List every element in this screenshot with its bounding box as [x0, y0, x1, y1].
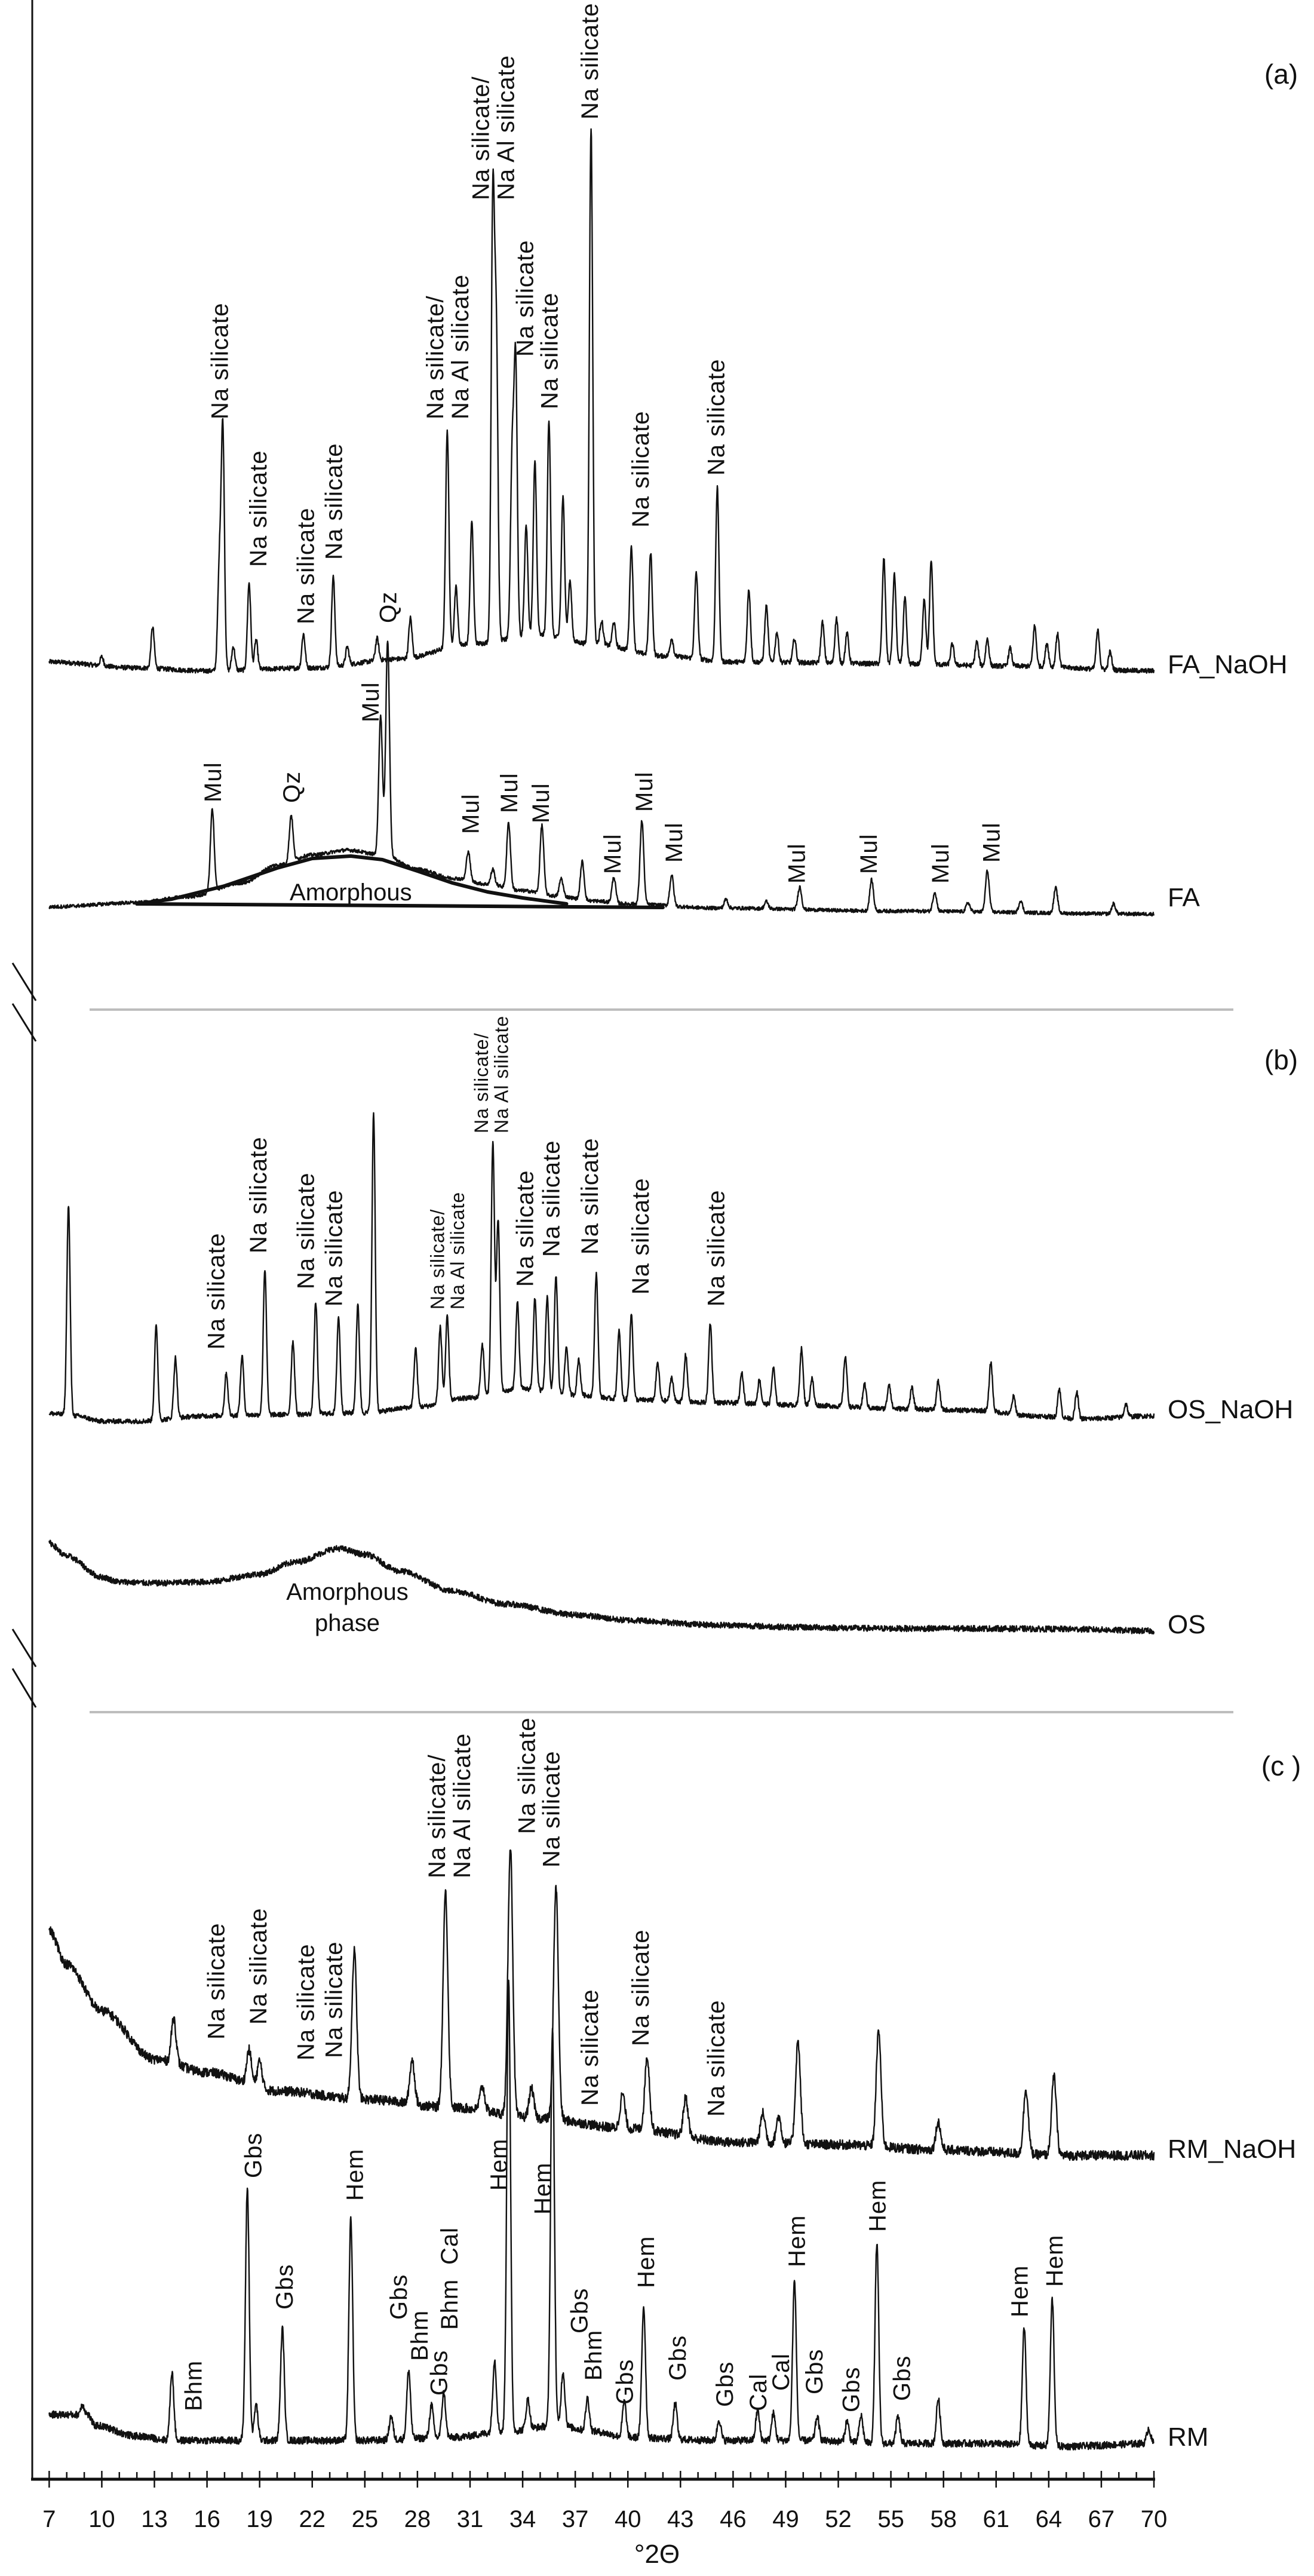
peak-label-line: Na silicate: [577, 1137, 603, 1255]
peak-label: [784, 2215, 810, 2267]
peak-label: [577, 1989, 603, 2106]
peak-label: [426, 2350, 453, 2396]
peak-label: [1042, 2235, 1068, 2287]
patterns: [49, 2, 1296, 2452]
peak-label: [865, 2180, 891, 2232]
peak-label-line: Na Al silicate: [449, 1733, 476, 1878]
peak-label: [245, 1908, 272, 2025]
peak-label: [577, 2, 603, 119]
peak-label-line: Gbs: [612, 2359, 638, 2405]
x-tick-label: 7: [42, 2506, 56, 2532]
peak-label: [375, 591, 401, 623]
peak-label-line: Na silicate: [203, 1232, 230, 1350]
peak-label: [181, 2360, 207, 2411]
peak-label-line: Na silicate: [703, 1189, 730, 1307]
peak-label-line: Na silicate: [512, 240, 539, 357]
peak-label-line: Na silicate: [321, 1189, 348, 1307]
peak-label-line: Hem: [784, 2215, 810, 2267]
peak-label-line: Na silicate: [512, 1170, 539, 1287]
peak-label-line: Hem: [486, 2138, 512, 2191]
peak-label-line: Hem: [1006, 2265, 1033, 2317]
peak-label: [272, 2264, 298, 2310]
peak-label: [538, 1140, 564, 1257]
peak-label-line: Na silicate: [628, 1177, 655, 1295]
peak-label: [512, 240, 538, 357]
peak-label-line: Mul: [496, 772, 523, 813]
peak-label-line: Gbs: [386, 2274, 412, 2320]
peak-label: [703, 358, 729, 476]
x-tick-label: 61: [983, 2506, 1010, 2532]
x-tick-label: 55: [877, 2506, 904, 2532]
peak-label-line: Mul: [199, 762, 226, 802]
peak-label-line: Mul: [661, 822, 687, 863]
x-axis-tick-labels: [42, 2506, 1167, 2532]
x-tick-label: 67: [1088, 2506, 1115, 2532]
peak-label-line: Gbs: [664, 2335, 691, 2381]
peak-label-line: Mul: [928, 843, 954, 884]
peak-label-line: Na silicate: [293, 507, 320, 624]
x-tick-label: 16: [194, 2506, 220, 2532]
x-tick-label: 25: [351, 2506, 379, 2532]
peak-label-line: Na silicate/: [424, 1754, 451, 1878]
panel-labels: [1261, 59, 1301, 1781]
peak-label-line: Cal: [768, 2353, 794, 2391]
peak-label: [245, 1136, 272, 1253]
peak-label-line: Gbs: [272, 2264, 299, 2310]
peak-label: [633, 2236, 659, 2288]
peak-label: [204, 1922, 230, 2040]
peak-label-line: Hem: [864, 2179, 891, 2232]
panel-label: (c ): [1261, 1750, 1301, 1781]
peak-label-line: Na Al silicate: [493, 55, 520, 200]
pattern-fa-naoh: [49, 2, 1287, 679]
peak-label: [928, 844, 954, 884]
peak-label: [342, 2149, 369, 2201]
peak-label: [293, 507, 319, 624]
peak-label: [581, 2330, 607, 2381]
x-tick-label: 46: [720, 2506, 747, 2532]
peak-label-line: Na silicate: [203, 1922, 230, 2040]
peak-label-line: Mul: [458, 793, 484, 834]
peak-label: [566, 2288, 592, 2333]
pattern-fa: [49, 591, 1200, 916]
peak-label: [437, 2279, 463, 2330]
pattern-name-label: RM_NaOH: [1168, 2135, 1297, 2164]
peak-label-line: Na silicate: [577, 2, 603, 119]
peak-label-line: Na silicate/: [468, 76, 495, 200]
peak-label-line: Na silicate: [703, 358, 730, 476]
peak-label: [802, 2349, 828, 2394]
peak-label: [661, 823, 687, 863]
peak-label: [530, 2163, 556, 2215]
peak-label: [514, 1717, 540, 1834]
peak-label: [468, 55, 520, 200]
pattern-name-label: FA: [1168, 883, 1200, 912]
peak-label: [512, 1170, 538, 1287]
peak-label: [600, 834, 626, 874]
peak-label: [665, 2335, 691, 2381]
peak-label-line: Na silicate: [536, 292, 563, 409]
peak-label-line: Mul: [358, 682, 384, 722]
peak-label-line: Na silicate: [321, 1941, 348, 2058]
x-tick-label: 34: [509, 2506, 536, 2532]
peak-label: [628, 1177, 654, 1295]
peak-label: [978, 823, 1005, 863]
diffractogram-trace: [49, 1541, 1154, 1634]
peak-label-line: Na silicate: [628, 1929, 655, 2046]
peak-label-line: Na silicate: [538, 1140, 565, 1257]
peak-label: [1006, 2265, 1033, 2317]
peak-label-line: Qz: [278, 771, 305, 803]
peak-label-line: Mul: [855, 833, 882, 874]
peak-label-line: Na silicate: [293, 1943, 320, 2060]
pattern-os: [49, 1541, 1205, 1640]
peak-label: [528, 783, 554, 823]
peak-label: [496, 773, 523, 813]
peak-label: [628, 410, 654, 528]
x-tick-label: 52: [825, 2506, 852, 2532]
peak-label-line: Bhm: [407, 2310, 434, 2361]
peak-label-line: Bhm: [180, 2360, 207, 2411]
peak-label: [612, 2359, 638, 2405]
peak-label-line: Mul: [600, 833, 627, 874]
pattern-rm-naoh: [49, 1717, 1296, 2164]
peak-label: [200, 762, 226, 802]
peak-label: [293, 1172, 319, 1289]
pattern-rm: [49, 1980, 1208, 2452]
peak-label: [856, 834, 882, 874]
peak-label-line: Hem: [342, 2148, 369, 2201]
panel-label: (a): [1264, 59, 1298, 90]
peak-label: [486, 2139, 512, 2191]
peak-label-line: Gbs: [426, 2350, 453, 2396]
peak-label: [427, 1192, 469, 1310]
peak-label-line: Gbs: [838, 2366, 865, 2412]
peak-label-line: Na silicate: [321, 443, 348, 560]
peak-label: [839, 2367, 865, 2412]
peak-label-line: Hem: [1042, 2234, 1069, 2287]
peak-label: [768, 2353, 794, 2391]
peak-label-line: Na Al silicate: [490, 1015, 512, 1133]
peak-label-line: Gbs: [889, 2355, 916, 2401]
x-tick-label: 37: [561, 2506, 589, 2532]
x-tick-label: 22: [299, 2506, 326, 2532]
x-tick-label: 43: [667, 2506, 694, 2532]
pattern-name-label: OS: [1168, 1610, 1206, 1639]
peak-label: [703, 1189, 729, 1307]
peak-label-line: Na silicate/: [422, 295, 449, 419]
peak-label-line: Mul: [784, 843, 810, 884]
pattern-os-naoh: [49, 1016, 1293, 1424]
chart-frame: [13, 0, 1233, 2480]
peak-label-line: Na silicate: [577, 1989, 603, 2106]
peak-label-line: Bhm: [437, 2278, 463, 2330]
peak-label-line: Na silicate: [293, 1172, 320, 1289]
peak-label-line: Mul: [527, 783, 554, 823]
peak-label-line: Na silicate: [245, 450, 272, 567]
x-tick-label: 70: [1140, 2506, 1168, 2532]
peak-label: [321, 443, 347, 560]
peak-label-line: Gbs: [712, 2361, 739, 2407]
peak-label: [712, 2362, 738, 2407]
peak-label: [204, 1232, 230, 1350]
x-tick-label: 31: [456, 2506, 484, 2532]
peak-label: [784, 844, 810, 884]
x-axis-title: °2Θ: [634, 2540, 680, 2569]
pattern-name-label: FA_NaOH: [1168, 650, 1288, 679]
peak-label-line: Na silicate: [245, 1908, 272, 2025]
peak-label-line: Na silicate: [514, 1717, 541, 1834]
peak-label: [577, 1137, 603, 1255]
peak-label: [537, 292, 563, 409]
peak-label-line: Hem: [529, 2162, 556, 2215]
peak-label: [437, 2227, 463, 2265]
peak-label-line: Bhm: [580, 2329, 607, 2381]
peak-label-line: Na silicate: [207, 302, 234, 419]
peak-label: [628, 1929, 654, 2046]
peak-label: [358, 682, 384, 722]
peak-label-line: Na Al silicate: [447, 1191, 469, 1310]
peak-label: [631, 772, 658, 812]
peak-label-line: Mul: [631, 771, 658, 812]
peak-label: [422, 274, 474, 419]
peak-label: [321, 1189, 347, 1307]
peak-label-line: Gbs: [566, 2287, 593, 2333]
peak-label: [279, 771, 305, 803]
peak-label-line: Na silicate/: [426, 1209, 449, 1310]
x-tick-label: 49: [772, 2506, 799, 2532]
peak-label-line: Cal: [745, 2373, 772, 2411]
peak-label-line: Na Al silicate: [447, 274, 474, 419]
x-tick-label: 19: [246, 2506, 273, 2532]
x-tick-label: 10: [88, 2506, 115, 2532]
peak-label-line: Na silicate: [538, 1750, 565, 1867]
peak-label-line: Gbs: [240, 2132, 267, 2178]
peak-label-line: Cal: [437, 2227, 463, 2265]
x-tick-label: 58: [930, 2506, 957, 2532]
peak-label: [293, 1943, 319, 2060]
peak-label-line: Na silicate: [245, 1136, 272, 1253]
peak-label-line: Na silicate: [628, 410, 655, 528]
amorphous-annotation: Amorphous: [286, 1579, 409, 1605]
peak-label-line: Mul: [978, 822, 1005, 863]
peak-label: [458, 794, 484, 834]
pattern-name-label: OS_NaOH: [1168, 1395, 1294, 1424]
peak-label: [321, 1941, 347, 2058]
x-tick-label: 13: [141, 2506, 168, 2532]
peak-label: [424, 1733, 475, 1878]
peak-label: [245, 450, 272, 567]
peak-label-line: Qz: [375, 591, 402, 623]
peak-label-line: Na silicate: [703, 2000, 730, 2117]
peak-label: [207, 302, 234, 419]
peak-label-line: Na silicate/: [470, 1032, 492, 1133]
amorphous-annotation: Amorphous: [290, 879, 412, 906]
peak-label: [240, 2133, 266, 2178]
x-tick-label: 28: [404, 2506, 431, 2532]
amorphous-annotation: phase: [314, 1610, 380, 1636]
panel-label: (b): [1264, 1044, 1298, 1075]
peak-label: [538, 1750, 564, 1867]
peak-label: [471, 1016, 512, 1133]
peak-label-line: Gbs: [801, 2348, 828, 2394]
pattern-name-label: RM: [1168, 2422, 1209, 2452]
peak-label: [703, 2000, 729, 2117]
peak-label: [889, 2356, 916, 2401]
peak-label-line: Hem: [633, 2235, 659, 2288]
x-tick-label: 64: [1035, 2506, 1063, 2532]
x-tick-label: 40: [614, 2506, 641, 2532]
